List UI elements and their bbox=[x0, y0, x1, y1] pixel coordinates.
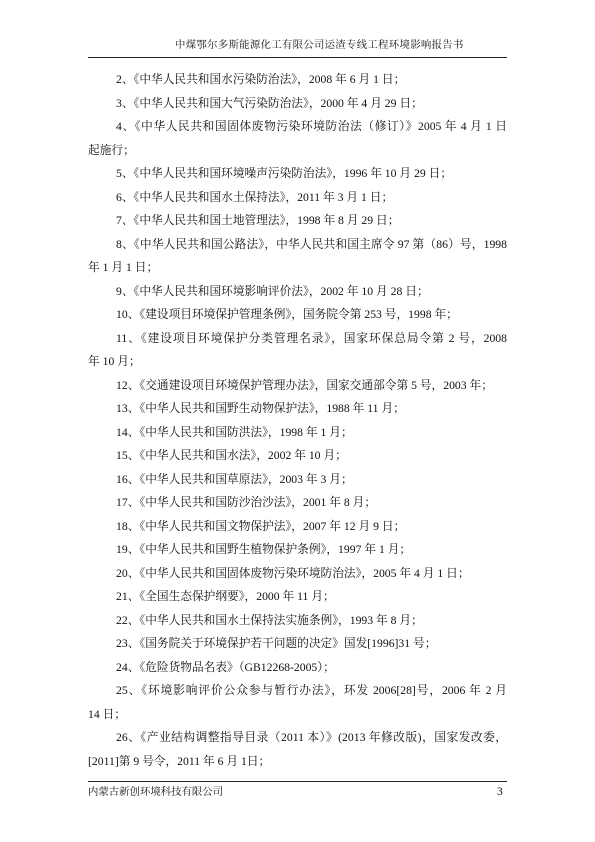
list-item bbox=[88, 397, 507, 421]
list-item-line: 17、《中华人民共和国防沙治沙法》，2001 年 8 月； bbox=[116, 496, 377, 509]
list-item bbox=[88, 632, 507, 656]
list-item-line: 26、《产业结构调整指导目录（2011 本）》(2013 年修改版)，国家发改委， bbox=[116, 731, 507, 744]
list-item bbox=[88, 68, 507, 92]
list-item bbox=[88, 421, 507, 445]
list-item-line: 4、《中华人民共和国固体废物污染环境防治法（修订）》2005 年 4 月 1 日 bbox=[116, 120, 507, 133]
list-item-line: 18、《中华人民共和国文物保护法》，2007 年 12 月 9 日； bbox=[116, 519, 406, 533]
list-item bbox=[88, 679, 507, 726]
regulation-reference-list bbox=[88, 68, 507, 773]
list-item-line: 16、《中华人民共和国草原法》，2003 年 3 月； bbox=[116, 472, 353, 486]
list-item bbox=[88, 303, 507, 327]
list-item-line: 3、《中华人民共和国大气污染防治法》，2000 年 4 月 29 日； bbox=[116, 96, 423, 110]
list-item-line: 14 日； bbox=[88, 707, 126, 721]
list-item bbox=[88, 162, 507, 186]
list-item-line: 24、《危险货物品名表》（GB12268-2005）； bbox=[116, 660, 335, 674]
list-item-line: 2、《中华人民共和国水污染防治法》，2008 年 6 月 1 日； bbox=[116, 73, 406, 86]
list-item-line: 21、《全国生态保护纲要》，2000 年 11 月； bbox=[116, 590, 335, 603]
list-item bbox=[88, 280, 507, 304]
list-item bbox=[88, 233, 507, 280]
list-item-line: 13、《中华人民共和国野生动物保护法》，1988 年 11 月； bbox=[116, 402, 405, 415]
list-item-line: 25、《环境影响评价公众参与暂行办法》，环发 2006[28]号，2006 年 2 月 bbox=[116, 684, 507, 697]
list-item bbox=[88, 374, 507, 398]
list-item bbox=[88, 538, 507, 562]
list-item-line: [2011]第 9 号令，2011 年 6 月 1日； bbox=[88, 754, 271, 768]
list-item bbox=[88, 585, 507, 609]
running-header bbox=[88, 38, 507, 54]
header-rule bbox=[88, 57, 507, 58]
list-item-line: 23、《国务院关于环境保护若干问题的决定》国发[1996]31 号； bbox=[116, 637, 437, 650]
list-item-line: 6、《中华人民共和国水土保持法》，2011 年 3 月 1 日； bbox=[116, 190, 394, 204]
list-item-line: 19、《中华人民共和国野生植物保护条例》，1997 年 1 月； bbox=[116, 543, 412, 556]
list-item-line: 起施行； bbox=[88, 143, 135, 157]
list-item bbox=[88, 327, 507, 374]
list-item bbox=[88, 609, 507, 633]
list-item-line: 22、《中华人民共和国水土保持法实施条例》，1993 年 8 月； bbox=[116, 613, 423, 627]
list-item bbox=[88, 92, 507, 116]
running-header-title: 中煤鄂尔多斯能源化工有限公司运渣专线工程环境影响报告书 bbox=[175, 40, 464, 51]
page-number: 3 bbox=[497, 786, 503, 798]
list-item-line: 12、《交通建设项目环境保护管理办法》，国家交通部令第 5 号，2003 年； bbox=[116, 378, 493, 392]
list-item bbox=[88, 186, 507, 210]
list-item-line: 10、《建设项目环境保护管理条例》，国务院令第 253 号，1998 年； bbox=[116, 308, 458, 321]
list-item-line: 5、《中华人民共和国环境噪声污染防治法》，1996 年 10 月 29 日； bbox=[116, 167, 453, 180]
list-item bbox=[88, 726, 507, 773]
footer-rule bbox=[88, 781, 507, 782]
list-item bbox=[88, 491, 507, 515]
list-item-line: 8、《中华人民共和国公路法》，中华人民共和国主席令 97 第（86）号，1998 bbox=[116, 237, 507, 251]
list-item bbox=[88, 115, 507, 162]
footer-company-name: 内蒙古新创环境科技有限公司 bbox=[88, 787, 224, 798]
list-item-line: 14、《中华人民共和国防洪法》，1998 年 1 月； bbox=[116, 425, 353, 439]
list-item-line: 11、《建设项目环境保护分类管理名录》，国家环保总局令第 2 号，2008 bbox=[116, 331, 507, 345]
list-item bbox=[88, 444, 507, 468]
list-item-line: 年 1 月 1 日； bbox=[88, 261, 159, 274]
list-item-line: 年 10 月； bbox=[88, 355, 141, 368]
list-item-line: 9、《中华人民共和国环境影响评价法》，2002 年 10 月 28 日； bbox=[116, 284, 429, 298]
list-item-line: 15、《中华人民共和国水法》，2002 年 10 月； bbox=[116, 449, 347, 462]
list-item bbox=[88, 468, 507, 492]
list-item bbox=[88, 656, 507, 680]
list-item bbox=[88, 209, 507, 233]
list-item bbox=[88, 515, 507, 539]
list-item-line: 20、《中华人民共和国固体废物污染环境防治法》，2005 年 4 月 1 日； bbox=[116, 566, 470, 580]
list-item-line: 7、《中华人民共和国土地管理法》，1998 年 8 月 29 日； bbox=[116, 214, 400, 227]
list-item bbox=[88, 562, 507, 586]
